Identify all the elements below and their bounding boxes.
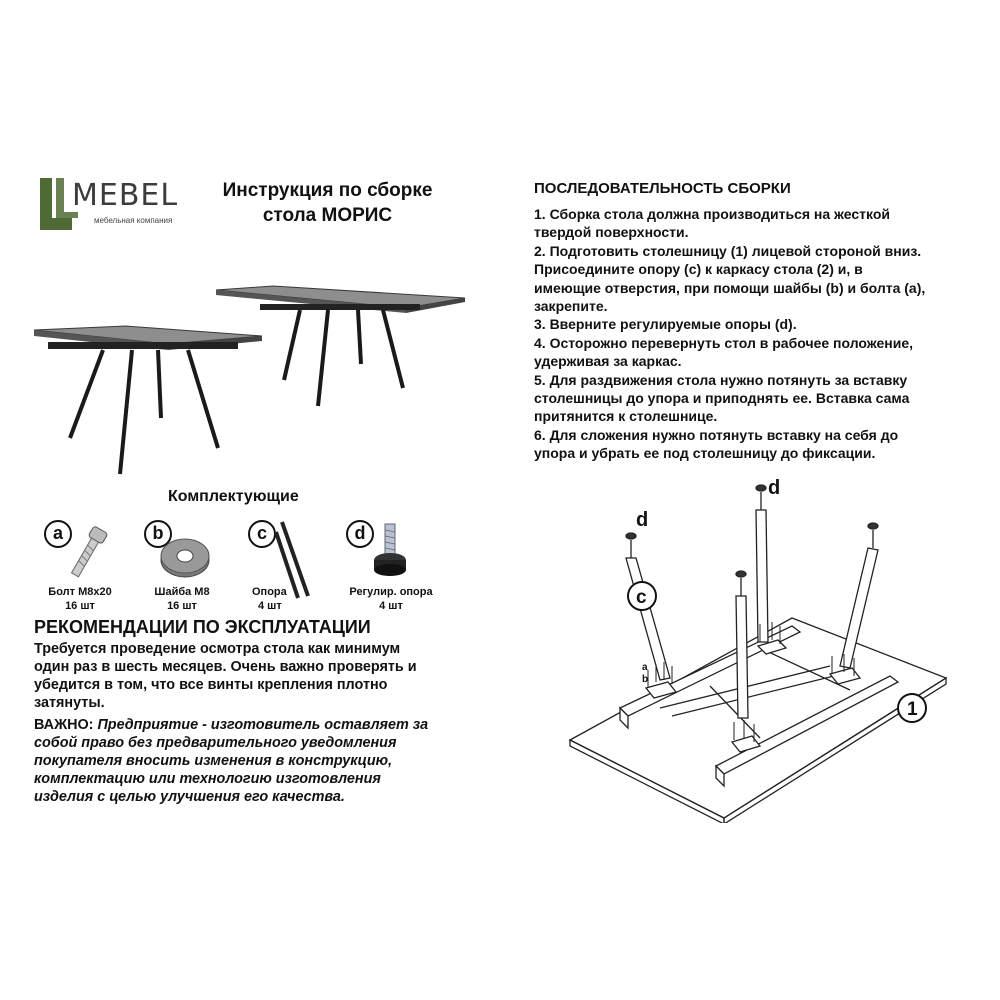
text-line: затянуты. bbox=[34, 695, 105, 711]
badge-c: c bbox=[248, 520, 276, 548]
sequence-steps bbox=[534, 205, 974, 463]
badge-d: d bbox=[346, 520, 374, 548]
leg-c bbox=[626, 558, 670, 680]
component-name: Болт М8х20 bbox=[48, 586, 112, 598]
extended-table-illustration bbox=[216, 286, 465, 406]
logo-subtitle: мебельная компания bbox=[94, 216, 173, 225]
component-name: Регулир. опора bbox=[349, 586, 433, 598]
component-name: Опора bbox=[252, 586, 287, 598]
text-line: покупателя вносить изменения в конструкцию, bbox=[34, 753, 393, 769]
document-title bbox=[190, 178, 465, 228]
step-line: 3. Вверните регулируемые опоры (d). bbox=[534, 316, 797, 333]
component-qty: 16 шт bbox=[167, 600, 197, 612]
components-heading: Комплектующие bbox=[168, 488, 299, 505]
diagram-label-d: d bbox=[768, 478, 781, 499]
step-line: 1. Сборка стола должна производиться на жесткой bbox=[534, 206, 891, 222]
important-label: ВАЖНО: bbox=[34, 717, 94, 733]
component-qty: 16 шт bbox=[65, 600, 95, 612]
text-line: Требуется проведение осмотра стола как минимум bbox=[34, 641, 401, 657]
text-line: убедится в том, что все винты крепления плотно bbox=[34, 677, 388, 693]
diagram-label-c: c bbox=[636, 587, 647, 608]
title-line-1: Инструкция по сборке bbox=[222, 180, 433, 201]
diagram-label-d: d bbox=[636, 509, 649, 531]
leg-center-front bbox=[736, 596, 748, 718]
badge-a: a bbox=[44, 520, 72, 548]
diagram-label-b: b bbox=[642, 674, 649, 685]
text-line: собой право без предварительного уведомления bbox=[34, 735, 397, 751]
step-line: Присоедините опору (с) к каркасу стола (2) и, в bbox=[534, 261, 863, 278]
inspection-paragraph bbox=[34, 640, 454, 712]
assembly-diagram bbox=[560, 478, 980, 823]
title-line-2: стола МОРИС bbox=[262, 205, 393, 226]
recommendations-heading: РЕКОМЕНДАЦИИ ПО ЭКСПЛУАТАЦИИ bbox=[34, 617, 371, 637]
component-qty: 4 шт bbox=[379, 600, 403, 612]
washer-icon bbox=[158, 536, 212, 580]
step-line: закрепите. bbox=[534, 298, 608, 315]
bolt-icon bbox=[62, 524, 112, 584]
step-line: удерживая за каркас. bbox=[534, 353, 682, 370]
text-line: комплектацию или технологию изготовления bbox=[34, 771, 381, 787]
step-line: 4. Осторожно перевернуть стол в рабочее положение, bbox=[534, 334, 914, 351]
component-name: Шайба М8 bbox=[154, 586, 210, 598]
logo-wordmark: MEBEL bbox=[72, 178, 179, 213]
step-line: 6. Для сложения нужно потянуть вставку на себя до bbox=[534, 426, 899, 443]
table-product-illustration bbox=[28, 278, 473, 483]
component-qty: 4 шт bbox=[258, 600, 282, 612]
text-line: один раз в шесть месяцев. Очень важно проверять и bbox=[34, 659, 417, 675]
text-line: изделия с целью улучшения его качества. bbox=[34, 789, 345, 805]
step-line: имеющие отверстия, при помощи шайбы (b) и болта (а), bbox=[534, 279, 926, 296]
leg-center-back bbox=[756, 510, 768, 642]
brand-logo bbox=[38, 176, 178, 232]
component-adjustable-foot bbox=[336, 520, 446, 615]
step-line: упора и убрать ее под столешницу до фиксации. bbox=[534, 445, 876, 462]
step-line: 2. Подготовить столешницу (1) лицевой стороной вниз. bbox=[534, 242, 922, 259]
diagram-label-a: a bbox=[642, 662, 648, 673]
compact-table-illustration bbox=[34, 326, 262, 474]
sequence-heading: ПОСЛЕДОВАТЕЛЬНОСТЬ СБОРКИ bbox=[534, 180, 791, 197]
recommendations-body bbox=[34, 640, 454, 810]
step-line: столешницы до упора и приподнять ее. Вставка сама bbox=[534, 390, 910, 407]
adjustable-foot-icon bbox=[370, 522, 410, 580]
text-line: Предприятие - изготовитель оставляет за bbox=[97, 717, 429, 733]
badge-b: b bbox=[144, 520, 172, 548]
important-notice bbox=[34, 716, 454, 806]
component-bolt bbox=[40, 520, 120, 615]
component-leg bbox=[246, 520, 306, 615]
step-line: 5. Для раздвижения стола нужно потянуть за вставку bbox=[534, 371, 908, 388]
component-washer bbox=[142, 520, 222, 615]
step-line: твердой поверхности. bbox=[534, 224, 689, 241]
diagram-label-1: 1 bbox=[907, 699, 918, 720]
step-line: притянится к столешнице. bbox=[534, 408, 718, 425]
